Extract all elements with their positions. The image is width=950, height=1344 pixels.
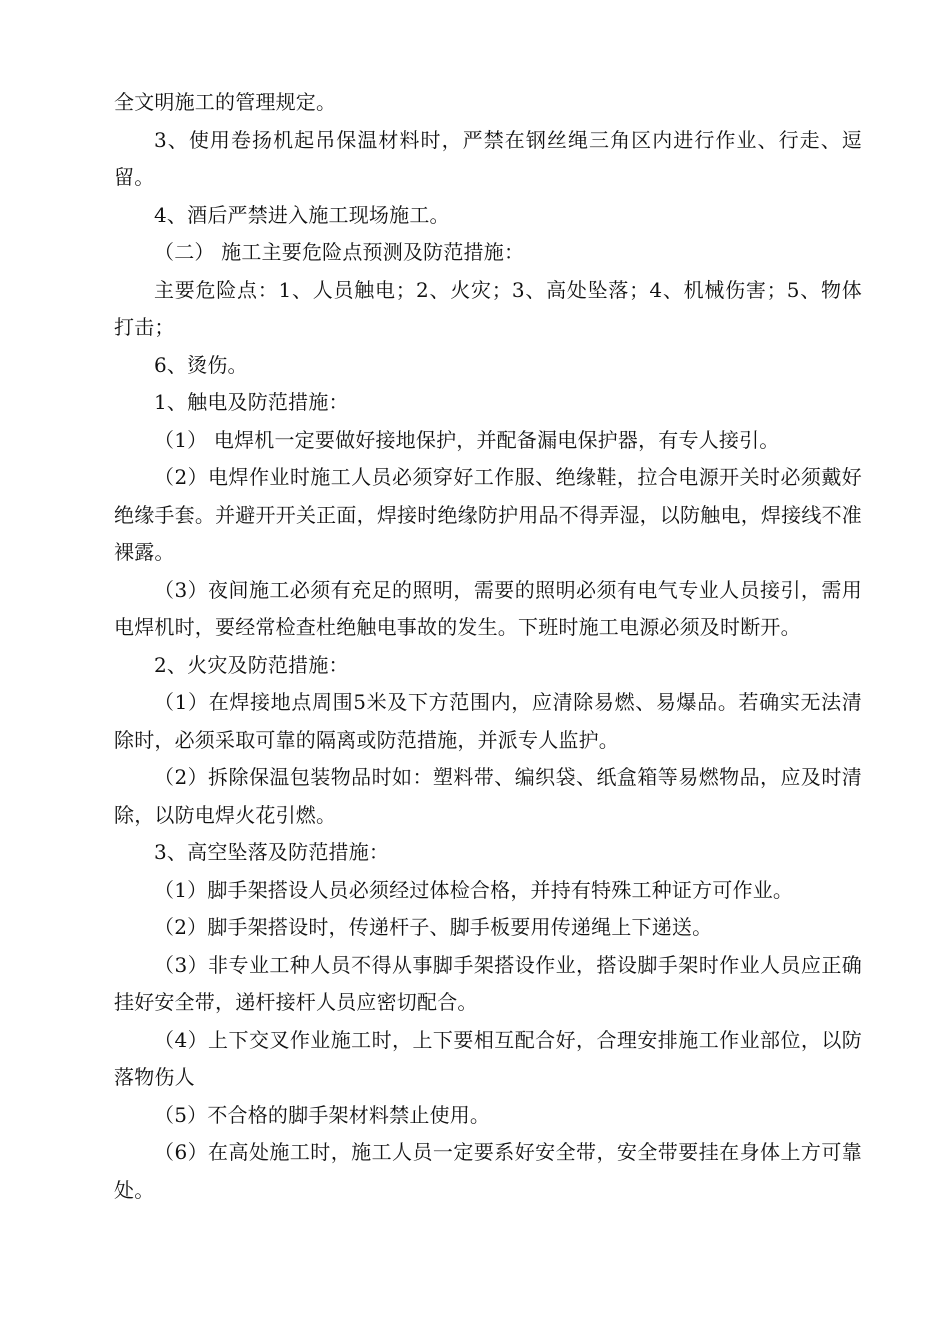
paragraph: （5）不合格的脚手架材料禁止使用。 <box>154 1102 491 1127</box>
subsection-heading: 1、触电及防范措施： <box>154 390 349 414</box>
paragraph: （4）上下交叉作业施工时，上下要相互配合好，合理安排施工作业部位，以防落物伤人 <box>114 1027 862 1089</box>
paragraph: （6）在高处施工时，施工人员一定要系好安全带，安全带要挂在身体上方可靠处。 <box>114 1140 862 1202</box>
paragraph: 全文明施工的管理规定。 <box>114 90 337 114</box>
section-heading: （二） 施工主要危险点预测及防范措施： <box>154 240 525 264</box>
document-body <box>114 84 862 1209</box>
paragraph: 3、使用卷扬机起吊保温材料时，严禁在钢丝绳三角区内进行作业、行走、逗留。 <box>114 127 862 189</box>
paragraph: （1） 电焊机一定要做好接地保护，并配备漏电保护器，有专人接引。 <box>154 427 780 452</box>
subsection-heading: 3、高空坠落及防范措施： <box>154 840 390 864</box>
paragraph: （3）非专业工种人员不得从事脚手架搭设作业，搭设脚手架时作业人员应正确挂好安全带，递杆接杆人员应密切配合。 <box>114 952 862 1014</box>
paragraph: 4、酒后严禁进入施工现场施工。 <box>154 202 450 227</box>
paragraph: （2）脚手架搭设时，传递杆子、脚手板要用传递绳上下递送。 <box>154 915 713 939</box>
paragraph: 主要危险点：1、人员触电；2、火灾；3、高处坠落；4、机械伤害；5、物体打击； <box>114 277 862 339</box>
paragraph: （1）在焊接地点周围5米及下方范围内，应清除易燃、易爆品。若确实无法清除时，必须采取可靠的隔离或防范措施，并派专人监护。 <box>114 690 862 752</box>
paragraph: （3）夜间施工必须有充足的照明，需要的照明必须有电气专业人员接引，需用电焊机时，要经常检查杜绝触电事故的发生。下班时施工电源必须及时断开。 <box>114 577 862 639</box>
paragraph: （2）拆除保温包装物品时如：塑料带、编织袋、纸盒箱等易燃物品，应及时清除，以防电焊火花引燃。 <box>114 765 862 827</box>
paragraph: （2）电焊作业时施工人员必须穿好工作服、绝缘鞋，拉合电源开关时必须戴好绝缘手套。并避开开关正面，焊接时绝缘防护用品不得弄湿，以防触电，焊接线不准裸露。 <box>114 465 862 564</box>
subsection-heading: 2、火灾及防范措施： <box>154 652 349 677</box>
paragraph: 6、烫伤。 <box>154 352 248 377</box>
paragraph: （1）脚手架搭设人员必须经过体检合格，并持有特殊工种证方可作业。 <box>154 877 794 902</box>
